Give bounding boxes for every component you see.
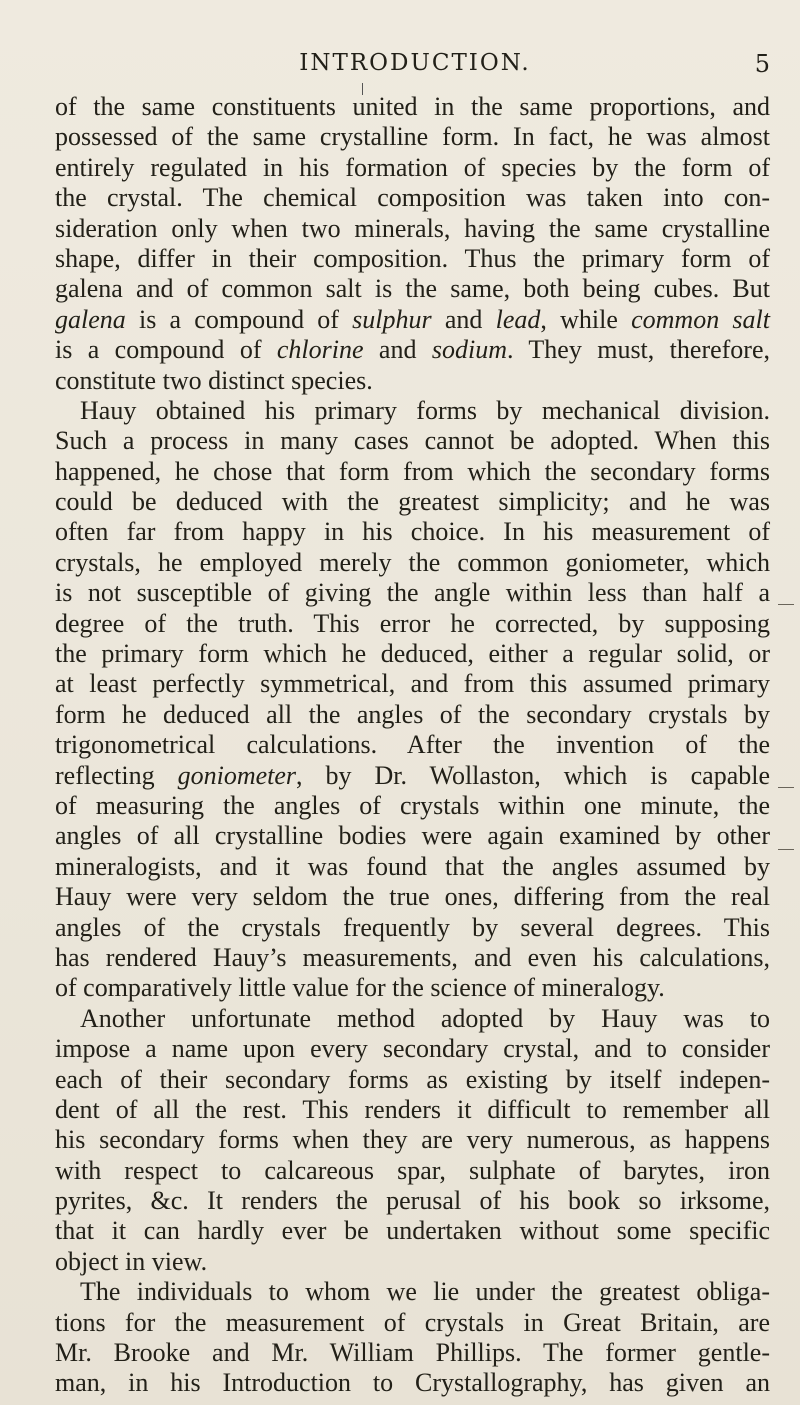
text-line: Hauy were very seldom the true ones, differing from the real xyxy=(55,882,770,912)
text-line: that it can hardly ever be undertaken without some specific xyxy=(55,1216,770,1246)
text-line: with respect to calcareous spar, sulphate of barytes, iron xyxy=(55,1155,770,1185)
text-line: of measuring the angles of crystals within one minute, the xyxy=(55,790,770,820)
paragraph-first-line: The individuals to whom we lie under the greatest obliga- xyxy=(80,1277,770,1307)
body-text xyxy=(55,92,770,1399)
text-line: mineralogists, and it was found that the angles assumed by xyxy=(55,851,770,881)
text-line: happened, he chose that form from which the secondary forms xyxy=(55,456,770,486)
text-line: the crystal. The chemical composition was taken into con- xyxy=(55,183,770,213)
paragraph-first-line: Another unfortunate method adopted by Hauy was to xyxy=(80,1003,770,1033)
text-line: Such a process in many cases cannot be adopted. When this xyxy=(55,426,770,456)
text-line: galena is a compound of sulphur and lead, while common salt xyxy=(55,304,770,334)
text-line: trigonometrical calculations. After the invention of the xyxy=(55,730,770,760)
text-line: of comparatively little value for the science of mineralogy. xyxy=(55,973,665,1003)
running-title: INTRODUCTION. xyxy=(299,50,531,76)
text-line: is not susceptible of giving the angle within less than half a xyxy=(55,578,770,608)
text-line: object in view. xyxy=(55,1246,208,1276)
text-line: crystals, he employed merely the common goniometer, which xyxy=(55,547,770,577)
text-line: angles of the crystals frequently by several degrees. This xyxy=(55,912,770,942)
text-line: man, in his Introduction to Crystallography, has given an xyxy=(55,1368,770,1398)
text-line: Mr. Brooke and Mr. William Phillips. The former gentle- xyxy=(55,1338,770,1368)
text-line: his secondary forms when they are very numerous, as happens xyxy=(55,1125,770,1155)
text-line: angles of all crystalline bodies were again examined by other xyxy=(55,821,770,851)
text-line: tions for the measurement of crystals in Great Britain, are xyxy=(55,1307,770,1337)
margin-tick xyxy=(778,604,794,605)
text-line: each of their secondary forms as existing by itself indepen- xyxy=(55,1064,770,1094)
text-line: possessed of the same crystalline form. In fact, he was almost xyxy=(55,122,770,152)
text-line: pyrites, &c. It renders the perusal of his book so irksome, xyxy=(55,1186,770,1216)
text-line: degree of the truth. This error he corrected, by supposing xyxy=(55,608,770,638)
page-number: 5 xyxy=(754,50,770,78)
text-line: galena and of common salt is the same, both being cubes. But xyxy=(55,274,770,304)
margin-marks xyxy=(778,0,798,1405)
paragraph-first-line: Hauy obtained his primary forms by mechanical division. xyxy=(80,395,770,425)
text-line: entirely regulated in his formation of species by the form of xyxy=(55,152,770,182)
text-line: is a compound of chlorine and sodium. They must, therefore, xyxy=(55,335,770,365)
text-line: shape, differ in their composition. Thus the primary form of xyxy=(55,243,770,273)
text-line: constitute two distinct species. xyxy=(55,365,373,395)
margin-tick xyxy=(778,787,794,788)
text-line: at least perfectly symmetrical, and from this assumed primary xyxy=(55,669,770,699)
text-line: has rendered Hauy’s measurements, and even his calculations, xyxy=(55,942,770,972)
text-line: the primary form which he deduced, either a regular solid, or xyxy=(55,639,770,669)
margin-tick xyxy=(778,849,794,850)
text-line: often far from happy in his choice. In his measurement of xyxy=(55,517,770,547)
text-line: sideration only when two minerals, having the same crystalline xyxy=(55,213,770,243)
text-line: of the same constituents united in the same proportions, and xyxy=(55,92,770,121)
text-line: impose a name upon every secondary crystal, and to consider xyxy=(55,1034,770,1064)
text-line: dent of all the rest. This renders it difficult to remember all xyxy=(55,1094,770,1124)
text-line: could be deduced with the greatest simplicity; and he was xyxy=(55,487,770,517)
running-head xyxy=(60,46,770,86)
text-line: form he deduced all the angles of the secondary crystals by xyxy=(55,699,770,729)
text-line: reflecting goniometer, by Dr. Wollaston, which is capable xyxy=(55,760,770,790)
